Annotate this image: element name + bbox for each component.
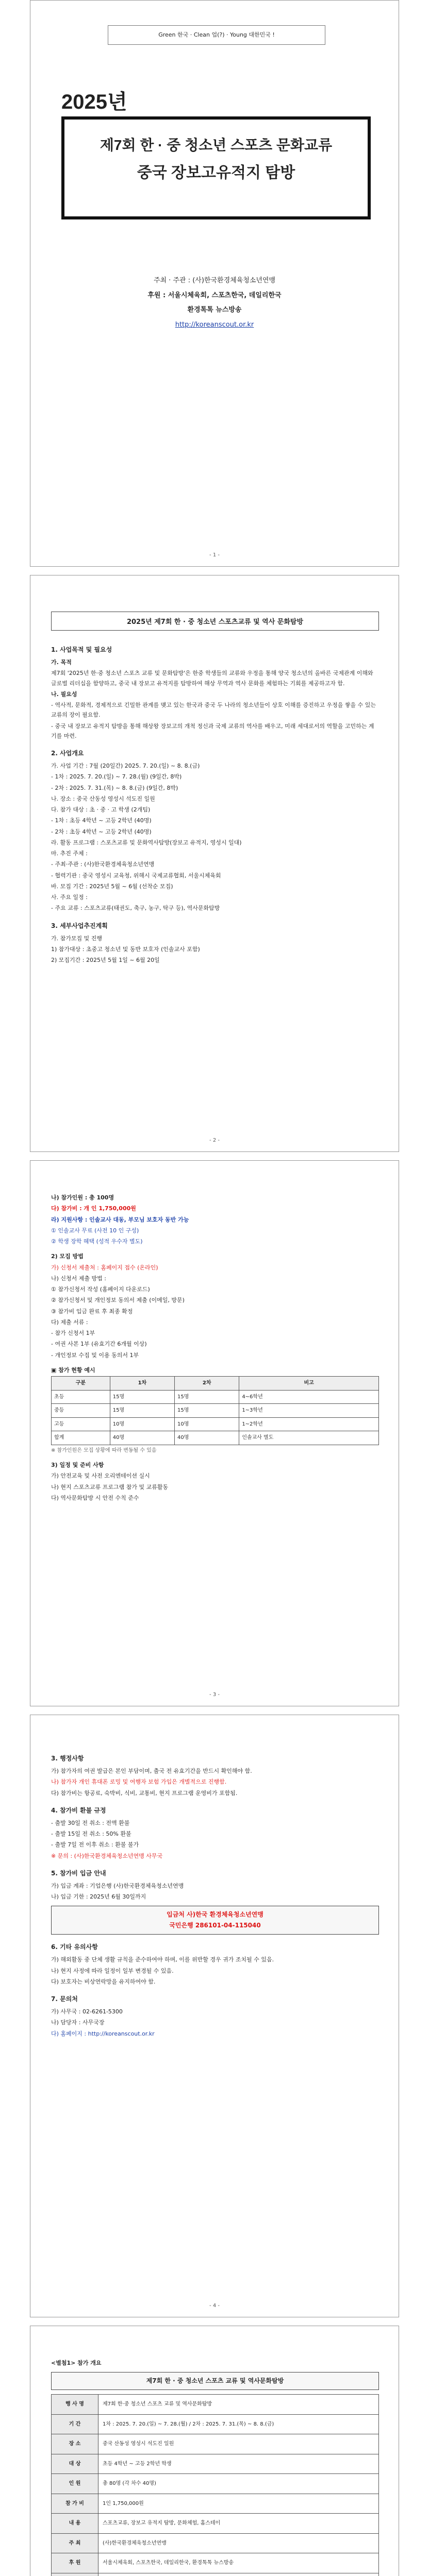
participants-table <box>51 1376 379 1445</box>
table-row <box>52 1390 379 1404</box>
table-row <box>52 2434 379 2454</box>
list-item: - 개인정보 수집 및 이용 동의서 1부 <box>51 1351 139 1359</box>
table-cell: 중등 <box>52 1404 110 1418</box>
table-label-cell: 주 최 <box>52 2533 98 2553</box>
list-item: - 1차 : 초등 4학년 ~ 고등 2학년 (40명) <box>51 817 152 824</box>
list-item: 다) 제출 서류 : <box>51 1318 88 1326</box>
bank-account-label: 입금처 사)한국 환경체육청소년연맹 <box>167 1911 263 1919</box>
section-heading: 7. 문의처 <box>51 1995 78 2003</box>
list-item: 가) 사무국 : 02-6261-5300 <box>51 2008 123 2015</box>
page-4-body <box>51 1746 379 2040</box>
table-cell: 인솔교사 별도 <box>239 1431 379 1445</box>
table-value-cell: 서울시체육회, 스포츠한국, 데일리한국, 환경톡톡 뉴스방송 <box>98 2553 379 2573</box>
section-heading: 3. 행정사항 <box>51 1755 84 1762</box>
list-item: 가) 참가자의 여권 발급은 본인 부담이며, 출국 전 유효기간을 반드시 확인해야 함. <box>51 1768 252 1774</box>
table-label-cell: 기 간 <box>52 2414 98 2434</box>
list-item: ① 인솔교사 무료 (사전 10 인 구성) <box>51 1227 139 1234</box>
list-item: 가) 해외활동 중 단체 생활 규칙을 준수하여야 하며, 이를 위반할 경우 귀가 조치될 수 있음. <box>51 1956 274 1963</box>
list-item: 2) 모집기간 : 2025년 5월 1일 ~ 6월 20일 <box>51 957 160 963</box>
bank-account-number: 국민은행 286101-04-115040 <box>169 1922 261 1929</box>
list-item: - 출발 15일 전 취소 : 50% 환불 <box>51 1831 131 1837</box>
list-item: 가. 사업 기간 : 7월 (20일간) 2025. 7. 20.(일) ~ 8. 8.(금) <box>51 762 200 769</box>
list-item: 나) 현지 스포츠교류 프로그램 참가 및 교류활동 <box>51 1483 169 1490</box>
table-row <box>52 2514 379 2534</box>
list-item: - 협력기관 : 중국 영성시 교육청, 위해시 국제교류협회, 서울시체육회 <box>51 872 221 879</box>
table-value-cell <box>98 2573 379 2576</box>
list-item: 나) 현지 사정에 따라 일정이 일부 변경될 수 있음. <box>51 1967 174 1974</box>
table-label-cell: 인 원 <box>52 2474 98 2494</box>
table-row <box>52 2414 379 2434</box>
table-cell: 40명 <box>175 1431 239 1445</box>
table-cell: 10명 <box>110 1417 174 1431</box>
table-row <box>52 2395 379 2415</box>
table-cell: 4~6학년 <box>239 1390 379 1404</box>
table-header-row <box>52 1377 379 1391</box>
table-header: 구분 <box>52 1377 110 1391</box>
sub-heading: 3) 일정 및 준비 사항 <box>51 1462 104 1468</box>
cover-url-link[interactable]: http://koreanscout.or.kr <box>175 320 254 329</box>
overview-title: 제7회 한 · 중 청소년 스포츠 교류 및 역사문화탐방 <box>51 2372 379 2390</box>
table-label-cell: 장 소 <box>52 2434 98 2454</box>
table-cell: 합계 <box>52 1431 110 1445</box>
list-item: ② 학생 장학 혜택 (성적 우수자 별도) <box>51 1238 143 1245</box>
list-item: - 2차 : 2025. 7. 31.(목) ~ 8. 8.(금) (9일간, 8박) <box>51 784 178 791</box>
paragraph: - 역사적, 문화적, 경제적으로 긴밀한 관계를 맺고 있는 한국과 중국 두 나라의 청소년들이 상호 이해를 증진하고 우정을 쌓을 수 있는 교류의 장이 필요함. <box>51 702 376 719</box>
list-item: 나) 담당자 : 사무국장 <box>51 2019 105 2026</box>
table-value-cell: 중국 산동성 영성시 석도진 일원 <box>98 2434 379 2454</box>
paragraph: - 중국 내 장보고 유적지 탐방을 통해 해상왕 장보고의 개척 정신과 국제 교류의 역사를 배우고, 미래 세대로서의 역할을 고민하는 계기를 마련. <box>51 722 374 739</box>
table-value-cell: (사)한국환경체육청소년연맹 <box>98 2533 379 2553</box>
page-3-body <box>51 1192 379 1504</box>
list-item: 나) 신청서 제출 방법 : <box>51 1275 106 1282</box>
list-item: 1) 참가대상 : 초중고 청소년 및 동반 보호자 (인솔교사 포함) <box>51 945 200 953</box>
table-value-cell: 1차 : 2025. 7. 20.(일) ~ 7. 28.(월) / 2차 : 2025. 7. 31.(목) ~ 8. 8.(금) <box>98 2414 379 2434</box>
list-item: - 출발 7일 전 이후 취소 : 환불 불가 <box>51 1841 139 1849</box>
page-title: 2025년 제7회 한 · 중 청소년 스포츠교류 및 역사 문화탐방 <box>51 612 379 631</box>
section-heading: 3. 세부사업추진계획 <box>51 922 108 929</box>
paragraph: 제7회 '2025년 한·중 청소년 스포츠 교류 및 문화탐방'은 한중 학생들의 교류와 우정을 통해 양국 청소년의 올바른 국제관계 이해와 글로벌 리더십을 함양하고, 중국 내 장보고 유적지를 탐방하여 해상 무역과 역사 문화를 체험하는 기회를 제공하고자 함. <box>51 670 373 687</box>
page-5 <box>30 2326 399 2576</box>
cover-org <box>30 274 399 332</box>
list-item: 다) 참가비 : 개 인 1,750,000원 <box>51 1205 136 1212</box>
table-row <box>52 1417 379 1431</box>
cover-title-line2: 중국 장보고유적지 탐방 <box>137 164 295 182</box>
list-item: 마. 추진 주체 : <box>51 850 88 857</box>
list-item: - 참가 신청서 1부 <box>51 1330 95 1336</box>
table-cell: 15명 <box>110 1390 174 1404</box>
list-item: ① 참가신청서 작성 (홈페이지 다운로드) <box>51 1286 150 1293</box>
page-number: - 4 - <box>209 2303 220 2309</box>
list-item: 라. 활동 프로그램 : 스포츠교류 및 문화역사탐방(장보고 유적지, 영성시 일대) <box>51 839 242 846</box>
table-cell: 40명 <box>110 1431 174 1445</box>
table-cell: 15명 <box>175 1390 239 1404</box>
table-value-cell: 스포츠교류, 장보고 유적지 탐방, 문화체험, 홈스테이 <box>98 2514 379 2534</box>
table-row <box>52 1404 379 1418</box>
list-item: - 여권 사본 1부 (유효기간 6개월 이상) <box>51 1341 147 1348</box>
table-label-cell: 참 가 비 <box>52 2494 98 2514</box>
list-item: 나) 참가인원 : 총 100명 <box>51 1194 114 1201</box>
table-title: ▣ 참가 현황 예시 <box>51 1366 95 1374</box>
section-heading: 4. 참가비 환불 규정 <box>51 1806 106 1814</box>
overview-table <box>51 2394 379 2576</box>
table-label-cell: 행 사 명 <box>52 2395 98 2415</box>
cover-year: 2025년 <box>61 91 127 113</box>
table-label-cell: 내 용 <box>52 2514 98 2534</box>
sub-heading: 가. 목적 <box>51 659 72 666</box>
table-row <box>52 2474 379 2494</box>
table-value-cell: 초등 4학년 ~ 고등 2학년 학생 <box>98 2454 379 2474</box>
list-item: 다. 참가 대상 : 초 · 중 · 고 학생 (2개팀) <box>51 806 151 813</box>
list-item: - 1차 : 2025. 7. 20.(일) ~ 7. 28.(월) (9일간, 8박) <box>51 773 182 781</box>
table-header: 비고 <box>239 1377 379 1391</box>
page-number: - 2 - <box>209 1138 220 1143</box>
table-cell: 15명 <box>175 1404 239 1418</box>
list-item: ※ 문의 : (사)한국환경체육청소년연맹 사무국 <box>51 1852 163 1859</box>
section-heading: 1. 사업목적 및 필요성 <box>51 646 112 653</box>
table-header: 1차 <box>110 1377 174 1391</box>
list-item: ② 참가신청서 및 개인정보 동의서 제출 (이메일, 방문) <box>51 1297 185 1304</box>
table-row <box>52 2553 379 2573</box>
attachment-label: <별첨1> 참가 개요 <box>51 2360 102 2366</box>
contact-url-link[interactable]: 다) 홈페이지 : http://koreanscout.or.kr <box>51 2030 155 2037</box>
cover-title-line1: 제7회 한 · 중 청소년 스포츠 문화교류 <box>100 137 333 153</box>
page-5-body <box>51 2357 379 2576</box>
table-row <box>52 2454 379 2474</box>
list-item: 가) 안전교육 및 사전 오리엔테이션 실시 <box>51 1472 150 1480</box>
page-2-body <box>51 637 379 966</box>
cover-title-box <box>61 116 371 219</box>
table-cell: 15명 <box>110 1404 174 1418</box>
page-number: - 3 - <box>209 1692 220 1698</box>
table-value-cell: 1인 1,750,000원 <box>98 2494 379 2514</box>
list-item: 라) 지원사항 : 인솔교사 대동, 부모님 보호자 동반 가능 <box>51 1216 189 1223</box>
table-label-cell: 후 원 <box>52 2553 98 2573</box>
list-item: - 주최·주관 : (사)한국환경체육청소년연맹 <box>51 861 155 868</box>
cover-page <box>30 0 399 567</box>
sub-heading: 나. 필요성 <box>51 690 77 698</box>
list-item: - 2차 : 초등 4학년 ~ 고등 2학년 (40명) <box>51 828 152 835</box>
table-row <box>52 2533 379 2553</box>
table-header: 2차 <box>175 1377 239 1391</box>
list-item: 다) 보호자는 비상연락망을 유지하여야 함. <box>51 1978 156 1985</box>
cover-host: 주최 · 주관 : (사)한국환경체육청소년연맹 <box>153 277 276 284</box>
cover-header: Green 한국 · Clean 업(?) · Young 대한민국 ! <box>108 25 325 45</box>
table-label-cell <box>52 2573 98 2576</box>
table-cell: 1~2학년 <box>239 1417 379 1431</box>
list-item: 나) 입금 기한 : 2025년 6월 30일까지 <box>51 1893 146 1900</box>
list-item: 사. 주요 일정 : <box>51 894 88 901</box>
table-row <box>52 2494 379 2514</box>
section-heading: 5. 참가비 입금 안내 <box>51 1869 106 1877</box>
table-cell: 1~3학년 <box>239 1404 379 1418</box>
list-item: 나. 장소 : 중국 산동성 영성시 석도진 일원 <box>51 795 155 802</box>
page-number: - 1 - <box>209 552 220 558</box>
table-note: ※ 참가인원은 모집 상황에 따라 변동될 수 있음 <box>51 1447 157 1453</box>
table-cell: 10명 <box>175 1417 239 1431</box>
table-value-cell: 총 80명 (각 차수 40명) <box>98 2474 379 2494</box>
table-row <box>52 2573 379 2576</box>
table-cell: 초등 <box>52 1390 110 1404</box>
page-3 <box>30 1160 399 1706</box>
list-item: 가) 신청서 제출처 : 홈페이지 접수 (온라인) <box>51 1264 158 1271</box>
list-item: ③ 참가비 입금 완료 후 최종 확정 <box>51 1308 133 1315</box>
list-item: 다) 역사문화탐방 시 안전 수칙 준수 <box>51 1494 139 1501</box>
cover-sponsor: 후원 : 서울시체육회, 스포츠한국, 데일리한국 <box>147 291 282 299</box>
bank-account-box <box>51 1906 379 1935</box>
list-item: - 출발 30일 전 취소 : 전액 환불 <box>51 1819 130 1826</box>
page-2 <box>30 575 399 1152</box>
table-row <box>52 1431 379 1445</box>
table-label-cell: 대 상 <box>52 2454 98 2474</box>
sub-heading: 2) 모집 방법 <box>51 1253 84 1260</box>
list-item: 가. 참가모집 및 진행 <box>51 935 102 942</box>
list-item: 바. 모집 기간 : 2025년 5월 ~ 6월 (선착순 모집) <box>51 883 173 890</box>
list-item: 다) 참가비는 항공료, 숙박비, 식비, 교통비, 현지 프로그램 운영비가 포함됨. <box>51 1789 238 1797</box>
list-item: - 주요 교류 : 스포츠교류(태권도, 축구, 농구, 탁구 등), 역사문화탐방 <box>51 905 220 912</box>
table-cell: 고등 <box>52 1417 110 1431</box>
list-item: 나) 참가자 개인 휴대폰 로밍 및 여행자 보험 가입은 개별적으로 진행함. <box>51 1778 227 1786</box>
page-4 <box>30 1715 399 2317</box>
cover-sponsor2: 환경톡톡 뉴스방송 <box>187 306 242 314</box>
section-heading: 6. 기타 유의사항 <box>51 1943 98 1951</box>
table-value-cell: 제7회 한·중 청소년 스포츠 교류 및 역사문화탐방 <box>98 2395 379 2415</box>
section-heading: 2. 사업개요 <box>51 750 84 757</box>
list-item: 가) 입금 계좌 : 기업은행 (사)한국환경체육청소년연맹 <box>51 1882 184 1889</box>
